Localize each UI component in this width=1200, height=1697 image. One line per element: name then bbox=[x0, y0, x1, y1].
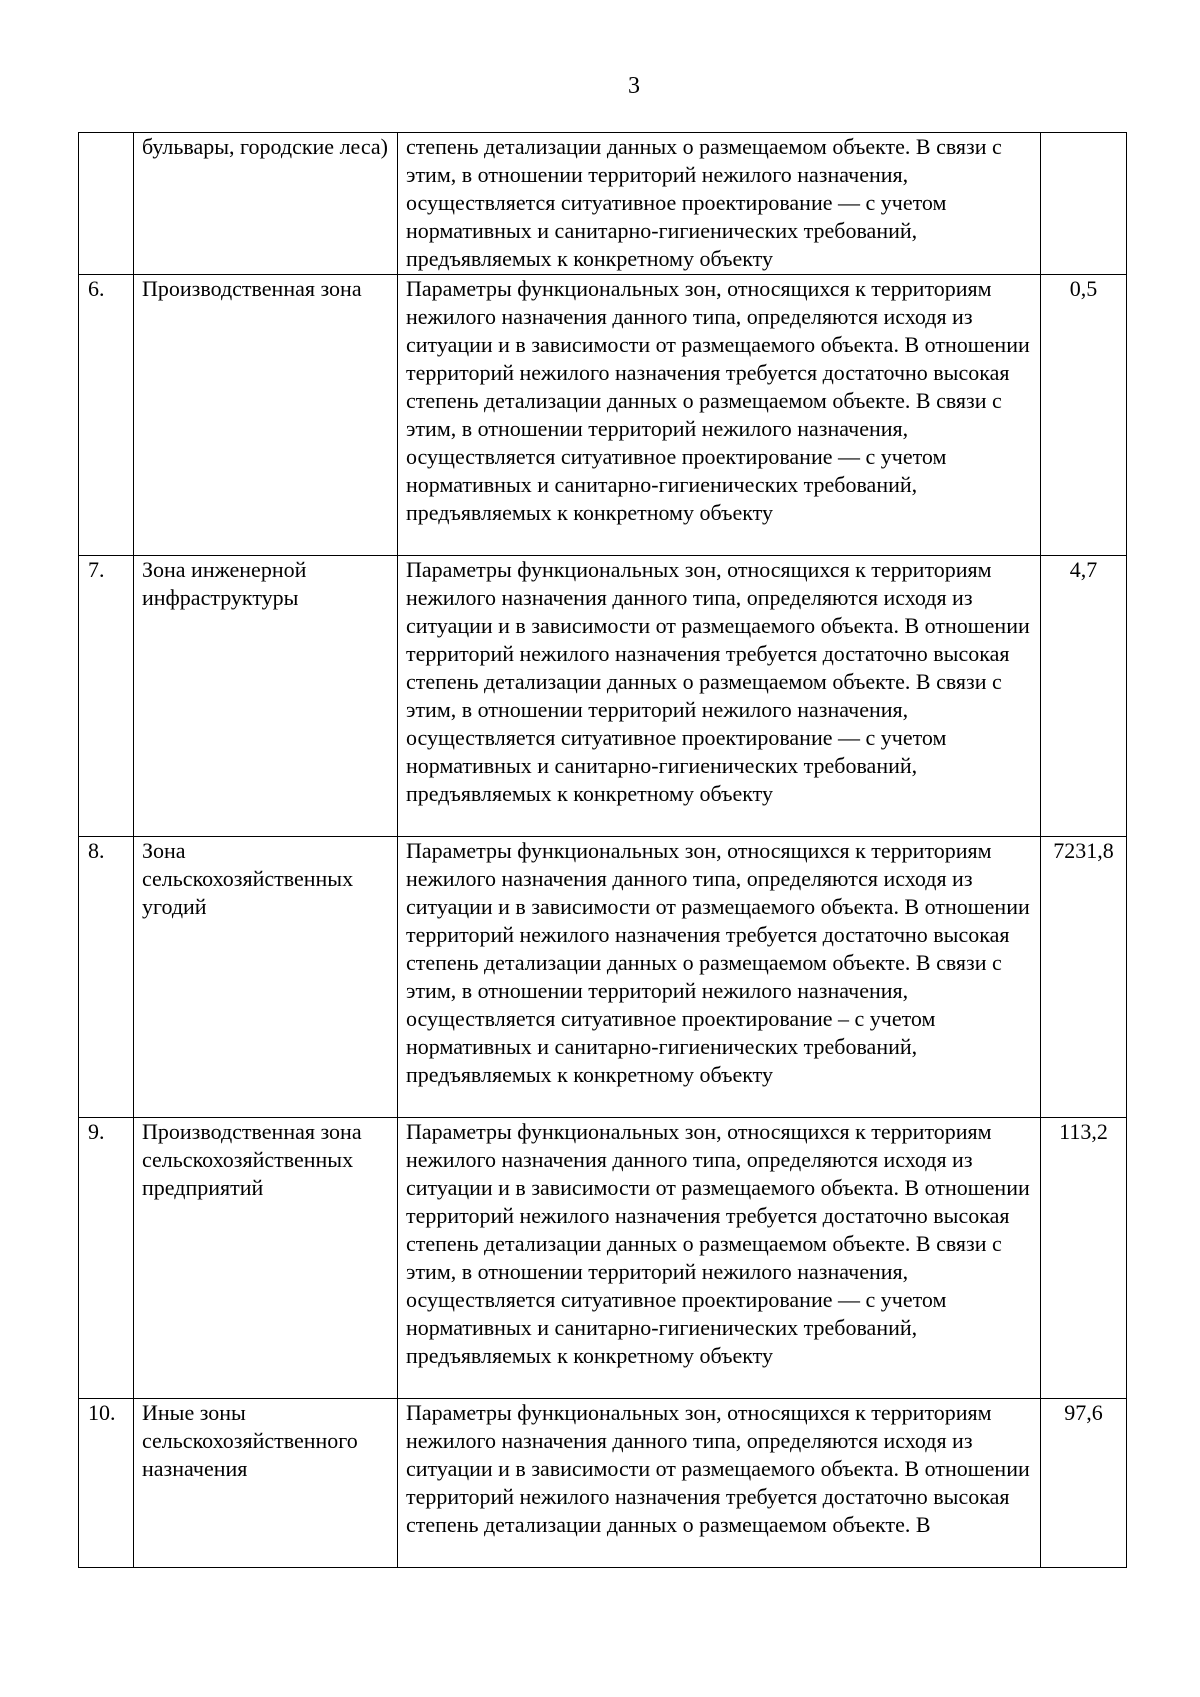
row-number: 8. bbox=[79, 837, 134, 1118]
row-number: 10. bbox=[79, 1399, 134, 1568]
zone-description: Параметры функциональных зон, относящихся к территориям нежилого назначения данного типа, определяются исходя из ситуации и в зависимости от размещаемого объекта. В отношении территорий нежилого назначения требуется достаточно высокая степень детализации данных о размещаемом объекте. В связи с этим, в отношении территорий нежилого назначения, осуществляется ситуативное проектирование – с учетом нормативных и санитарно-гигиенических требований, предъявляемых к конкретному объекту bbox=[398, 837, 1041, 1118]
zone-area bbox=[1041, 133, 1127, 275]
row-number: 7. bbox=[79, 556, 134, 837]
row-number bbox=[79, 133, 134, 275]
zone-name: Зона сельскохозяйственных угодий bbox=[134, 837, 398, 1118]
zone-area: 7231,8 bbox=[1041, 837, 1127, 1118]
zone-name: Иные зоны сельскохозяйственного назначения bbox=[134, 1399, 398, 1568]
zone-area: 0,5 bbox=[1041, 275, 1127, 556]
functional-zones-table bbox=[78, 132, 1127, 1568]
table-row bbox=[79, 837, 1127, 1118]
zone-area: 4,7 bbox=[1041, 556, 1127, 837]
table-row bbox=[79, 275, 1127, 556]
table-row bbox=[79, 1399, 1127, 1568]
zone-name: бульвары, городские леса) bbox=[134, 133, 398, 275]
zone-description: Параметры функциональных зон, относящихся к территориям нежилого назначения данного типа, определяются исходя из ситуации и в зависимости от размещаемого объекта. В отношении территорий нежилого назначения требуется достаточно высокая степень детализации данных о размещаемом объекте. В связи с этим, в отношении территорий нежилого назначения, осуществляется ситуативное проектирование — с учетом нормативных и санитарно-гигиенических требований, предъявляемых к конкретному объекту bbox=[398, 1118, 1041, 1399]
zone-description: Параметры функциональных зон, относящихся к территориям нежилого назначения данного типа, определяются исходя из ситуации и в зависимости от размещаемого объекта. В отношении территорий нежилого назначения требуется достаточно высокая степень детализации данных о размещаемом объекте. В связи с этим, в отношении территорий нежилого назначения, осуществляется ситуативное проектирование — с учетом нормативных и санитарно-гигиенических требований, предъявляемых к конкретному объекту bbox=[398, 556, 1041, 837]
table-row bbox=[79, 133, 1127, 275]
table-row bbox=[79, 556, 1127, 837]
zone-area: 113,2 bbox=[1041, 1118, 1127, 1399]
page-number: 3 bbox=[628, 73, 640, 99]
zone-description: степень детализации данных о размещаемом объекте. В связи с этим, в отношении территорий нежилого назначения, осуществляется ситуативное проектирование — с учетом нормативных и санитарно-гигиенических требований, предъявляемых к конкретному объекту bbox=[398, 133, 1041, 275]
zone-name: Производственная зона bbox=[134, 275, 398, 556]
zone-name: Зона инженерной инфраструктуры bbox=[134, 556, 398, 837]
zone-name: Производственная зона сельскохозяйственных предприятий bbox=[134, 1118, 398, 1399]
row-number: 6. bbox=[79, 275, 134, 556]
table-row bbox=[79, 1118, 1127, 1399]
zone-area: 97,6 bbox=[1041, 1399, 1127, 1568]
zone-description: Параметры функциональных зон, относящихся к территориям нежилого назначения данного типа, определяются исходя из ситуации и в зависимости от размещаемого объекта. В отношении территорий нежилого назначения требуется достаточно высокая степень детализации данных о размещаемом объекте. В связи с этим, в отношении территорий нежилого назначения, осуществляется ситуативное проектирование — с учетом нормативных и санитарно-гигиенических требований, предъявляемых к конкретному объекту bbox=[398, 275, 1041, 556]
zone-description: Параметры функциональных зон, относящихся к территориям нежилого назначения данного типа, определяются исходя из ситуации и в зависимости от размещаемого объекта. В отношении территорий нежилого назначения требуется достаточно высокая степень детализации данных о размещаемом объекте. В bbox=[398, 1399, 1041, 1568]
row-number: 9. bbox=[79, 1118, 134, 1399]
